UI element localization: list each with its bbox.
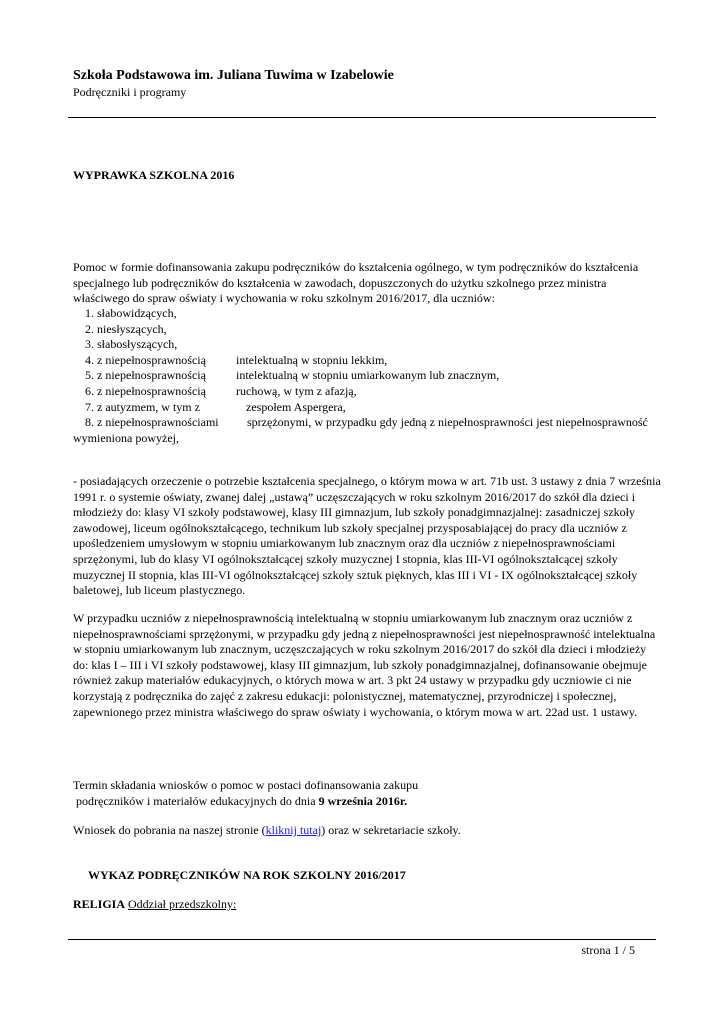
school-name: Szkoła Podstawowa im. Juliana Tuwima w Izabelowie bbox=[73, 68, 394, 83]
list-item-text: 7. z autyzmem, w tym z bbox=[85, 399, 200, 414]
header-divider bbox=[68, 117, 656, 118]
page-subtitle: Podręczniki i programy bbox=[73, 85, 187, 99]
list-item-text: 3. słabosłyszących, bbox=[85, 337, 178, 352]
list-item-text: 5. z niepełnosprawnością bbox=[85, 368, 206, 383]
deadline-date: 9 września 2016r. bbox=[318, 793, 408, 808]
footer-divider bbox=[68, 939, 656, 940]
list-item-detail: intelektualną w stopniu lekkim, bbox=[236, 352, 388, 367]
deadline-line: Termin składania wniosków o pomoc w postaci dofinansowania zakupu bbox=[73, 778, 419, 792]
list-item bbox=[73, 368, 663, 384]
list-item-text: 1. słabowidzących, bbox=[85, 306, 177, 320]
deadline-text: podręczników i materiałów edukacyjnych do dnia bbox=[73, 793, 319, 808]
deadline-paragraph bbox=[73, 778, 663, 809]
textbook-list-heading: WYKAZ PODRĘCZNIKÓW NA ROK SZKOLNY 2016/2017 bbox=[88, 868, 406, 882]
list-item-text: 6. z niepełnosprawnością bbox=[85, 383, 206, 398]
list-item bbox=[73, 337, 663, 353]
religia-section bbox=[73, 897, 236, 912]
materials-paragraph: W przypadku uczniów z niepełnosprawnością intelektualną w stopniu umiarkowanym lub znacznym oraz uczniów z niepełnosprawnościami sprzężonymi, w przypadku gdy jedną z niepełnosprawności jest niepełnosprawność intelektualna w stopniu umiarkowanym lub znacznym, uczęszczających w roku szkolnym 2016/2017 do szkół dla dzieci i młodzieży do: klas I – III i VI szkoły podstawowej, klasy III gimnazjum, lub szkoły ponadgimnazjalnej, dofinansowanie obejmuje również zakup materiałów edukacyjnych, o których mowa w art. 3 pkt 24 ustawy w przypadku gdy uczniowie ci nie korzystają z podręcznika do zajęć z zakresu edukacji: polonistycznej, matematycznej, przyrodniczej i społecznej, zapewnionego przez ministra właściwego do spraw oświaty i wychowania, o którym mowa w art. 22ad ust. 1 ustawy. bbox=[73, 611, 656, 719]
subject-label: RELIGIA bbox=[73, 897, 126, 911]
eligibility-paragraph: - posiadających orzeczenie o potrzebie kształcenia specjalnego, o którym mowa w art. 71b ust. 3 ustawy z dnia 7 września 1991 r. o systemie oświaty, zwanej dalej „ustawą” uczęszczających w roku szkolnym 2016/2017 do szkół dla dzieci i młodzieży do: klasy VI szkoły podstawowej, klasy III gimnazjum, lub szkoły ponadgimnazjalnej: zasadniczej szkoły zawodowej, liceum ogólnokształcącego, technikum lub szkoły specjalnej przysposabiającej do pracy dla uczniów z upośledzeniem umysłowym w stopniu umiarkowanym lub znacznym oraz dla uczniów z niepełnosprawnościami sprzężonymi, lub do klasy VI ogólnokształcącej szkoły muzycznej I stopnia, klas III-VI ogólnokształcącej szkoły muzycznej II stopnia, klas III-VI ogólnokształcącej szkoły sztuk pięknych, klas III i VI - IX ogólnokształcącej szkoły baletowej, lub liceum plastycznego. bbox=[73, 474, 661, 598]
list-item-text: 4. z niepełnosprawnością bbox=[85, 352, 206, 367]
student-category-list bbox=[73, 306, 663, 446]
list-item-text: 2. niesłyszących, bbox=[85, 321, 167, 336]
list-item-text: 8. z niepełnosprawnościami bbox=[85, 415, 219, 430]
download-paragraph bbox=[73, 823, 663, 839]
download-text-end: ) oraz w sekretariacie szkoły. bbox=[321, 823, 461, 837]
page-number: strona 1 / 5 bbox=[581, 943, 635, 957]
download-text: Wniosek do pobrania na naszej stronie ( bbox=[73, 823, 266, 837]
list-item-detail: sprzężonymi, w przypadku gdy jedną z niepełnosprawności jest niepełnosprawność wymieniona powyżej, bbox=[73, 415, 648, 445]
list-item bbox=[73, 415, 663, 446]
download-link[interactable]: kliknij tutaj bbox=[265, 823, 322, 837]
list-item-detail: intelektualną w stopniu umiarkowanym lub znacznym, bbox=[236, 368, 500, 383]
list-item bbox=[73, 306, 663, 322]
list-item bbox=[73, 322, 663, 338]
page-heading: WYPRAWKA SZKOLNA 2016 bbox=[73, 168, 235, 182]
list-item-detail: ruchową, w tym z afazją, bbox=[236, 383, 357, 398]
list-item bbox=[73, 384, 663, 400]
deadline-line bbox=[73, 794, 663, 810]
list-item bbox=[73, 353, 663, 369]
class-label: Oddział przedszkolny: bbox=[128, 897, 237, 911]
list-item-detail: zespołem Aspergera, bbox=[246, 399, 346, 414]
list-item bbox=[73, 400, 663, 416]
intro-paragraph: Pomoc w formie dofinansowania zakupu podręczników do kształcenia ogólnego, w tym podręczników do kształcenia specjalnego lub podręczników do kształcenia w zawodach, dopuszczonych do użytku szkolnego przez ministra właściwego do spraw oświaty i wychowania w roku szkolnym 2016/2017, dla uczniów: bbox=[73, 260, 639, 306]
